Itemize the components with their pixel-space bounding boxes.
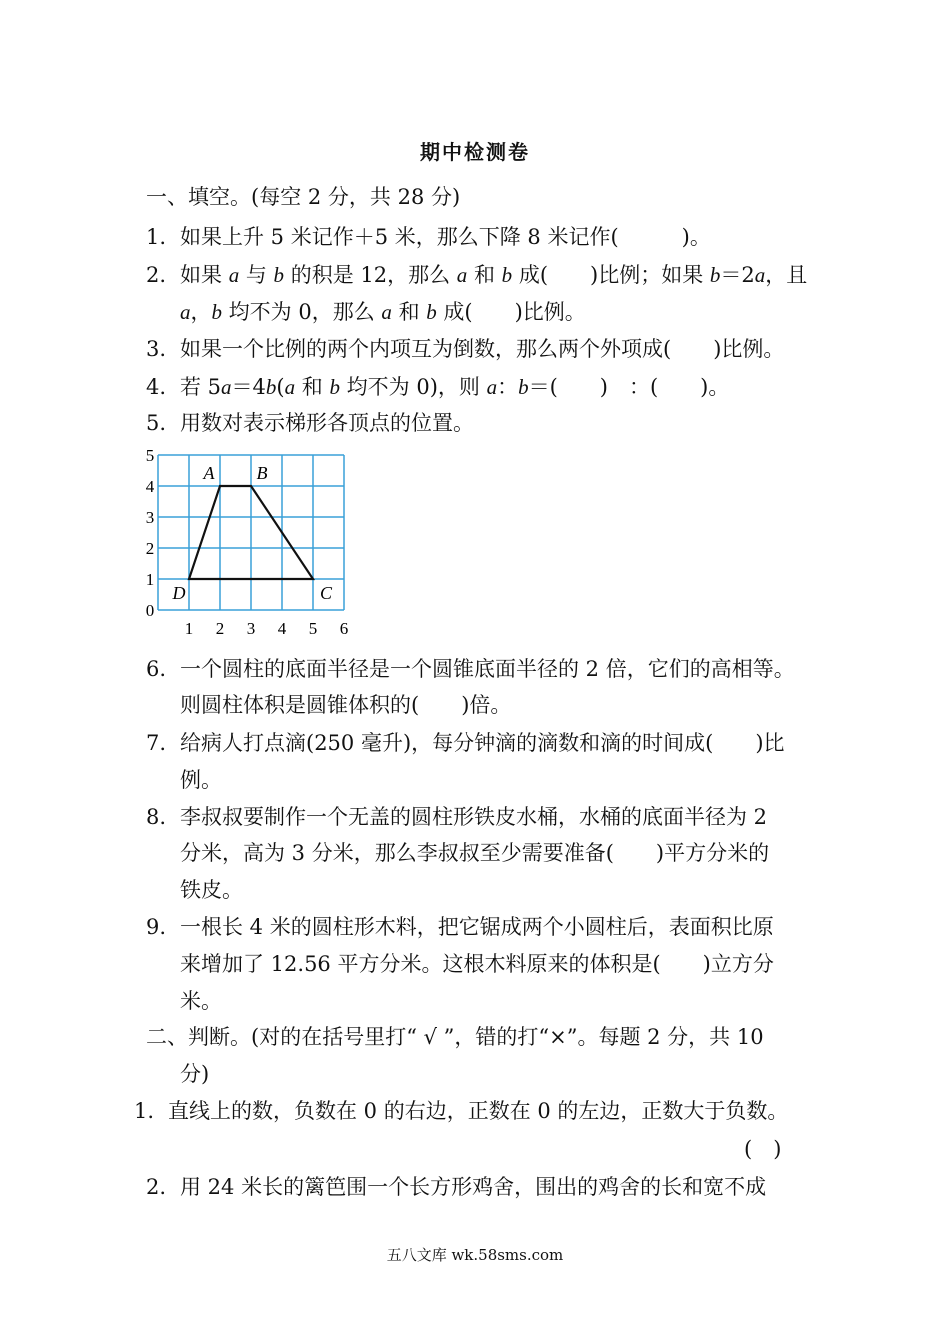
x-tick-label: 3 [246,619,256,638]
question-number: 9. [146,915,167,939]
variable: a [228,263,240,287]
x-tick-label: 6 [339,619,349,638]
question-number: 1. [134,1099,155,1123]
x-tick-label: 2 [215,619,225,638]
question-number: 5. [146,411,167,435]
page-title: 期中检测卷 [420,140,530,164]
question-text: 用 24 米长的篱笆围一个长方形鸡舍，围出的鸡舍的长和宽不成 [180,1175,767,1199]
text-run: 和 [295,375,330,399]
variable: a [221,375,232,399]
question-number: 6. [146,657,167,681]
variable: a [754,263,766,287]
question-3 [146,334,784,364]
text-run: ＝2 [720,263,755,287]
question-8 [146,802,767,832]
question-number: 4. [146,375,167,399]
question-6-line-2: 则圆柱体积是圆锥体积的( )倍。 [180,693,512,717]
question-7 [146,728,785,758]
question-number: 2. [146,263,167,287]
variable: a [456,263,468,287]
judge-question-2 [146,1172,766,1202]
question-number: 1. [146,225,167,249]
question-9-line-3: 米。 [180,989,222,1013]
text-run: ， [190,300,212,324]
question-text: 给病人打点滴(250 毫升)，每分钟滴的滴数和滴的时间成( )比 [180,731,785,755]
y-tick-label: 4 [145,477,155,496]
question-text: 直线上的数，负数在 0 的右边，正数在 0 的左边，正数大于负数。 [168,1099,789,1123]
question-text: 如果一个比例的两个内项互为倒数，那么两个外项成( )比例。 [180,337,785,361]
variable: a [486,375,498,399]
variable: b [501,263,513,287]
section1-heading: 一、填空。(每空 2 分，共 28 分) [146,185,461,209]
text-run: ( [276,375,285,399]
text-run: ，且 [765,263,808,287]
question-text: 一个圆柱的底面半径是一个圆锥底面半径的 2 倍，它们的高相等。 [180,657,795,681]
question-number: 8. [146,805,167,829]
question-4 [146,372,729,402]
vertex-label-c: C [319,583,333,603]
question-text: 李叔叔要制作一个无盖的圆柱形铁皮水桶，水桶的底面半径为 2 [180,805,768,829]
text-run: 若 5 [180,375,222,399]
footer-watermark: 五八文库 wk.58sms.com [386,1246,564,1264]
text-run: 成( )比例；如果 [512,263,710,287]
text-run: 成( )比例。 [436,300,586,324]
section2-heading: 二、判断。(对的在括号里打“ √ ”，错的打“×”。每题 2 分，共 10 [146,1025,764,1049]
question-8-line-3: 铁皮。 [180,878,243,902]
question-number: 3. [146,337,167,361]
vertex-labels [172,463,333,603]
section2-heading-line-2: 分) [180,1062,210,1086]
vertex-label-a: A [203,463,215,483]
variable: b [518,375,529,399]
grid-lines [158,455,344,610]
variable: b [709,263,721,287]
question-6 [146,654,795,684]
y-tick-label: 1 [145,570,155,589]
x-tick-label: 4 [277,619,287,638]
variable: a [381,300,392,324]
tick-labels [146,446,349,638]
question-9-line-2: 来增加了 12.56 平方分米。这根木料原来的体积是( )立方分 [180,952,774,976]
variable: b [211,300,222,324]
x-tick-label: 5 [308,619,318,638]
y-tick-label: 5 [145,446,155,465]
text-run: 的积是 12，那么 [284,263,457,287]
text-run: 与 [239,263,274,287]
y-tick-label: 2 [145,539,155,558]
question-5 [146,408,474,438]
text-run: 和 [467,263,502,287]
question-text: 用数对表示梯形各顶点的位置。 [180,411,474,435]
question-number: 7. [146,731,167,755]
text-run: ＝4 [231,375,266,399]
y-tick-label: 3 [145,508,155,527]
question-text: 一根长 4 米的圆柱形木料，把它锯成两个小圆柱后，表面积比原 [180,915,774,939]
answer-bracket: ( ) [744,1137,782,1161]
question-number: 2. [146,1175,167,1199]
x-tick-label: 1 [184,619,194,638]
question-7-line-2: 例。 [180,768,222,792]
variable: a [180,300,191,324]
variable: b [273,263,285,287]
y-tick-label: 0 [145,601,155,620]
question-2 [146,260,807,290]
variable: b [426,300,437,324]
variable: b [329,375,340,399]
question-8-line-2: 分米，高为 3 分米，那么李叔叔至少需要准备( )平方分米的 [180,841,770,865]
vertex-label-d: D [172,583,186,603]
text-run: 均不为 0)，则 [339,375,487,399]
question-text: 如果上升 5 米记作＋5 米，那么下降 8 米记作( )。 [180,225,711,249]
text-run: 和 [391,300,427,324]
vertex-label-b: B [256,463,268,483]
text-run: ＝( ) ：( )。 [528,375,730,399]
text-run: 如果 [180,263,229,287]
question-1 [146,222,711,252]
variable: b [265,375,277,399]
text-run: 均不为 0，那么 [222,300,382,324]
judge-question-1 [134,1096,788,1126]
coordinate-grid [138,442,368,642]
question-9 [146,912,774,942]
question-2-line-2 [180,297,586,327]
variable: a [284,375,296,399]
text-run: ： [497,375,519,399]
